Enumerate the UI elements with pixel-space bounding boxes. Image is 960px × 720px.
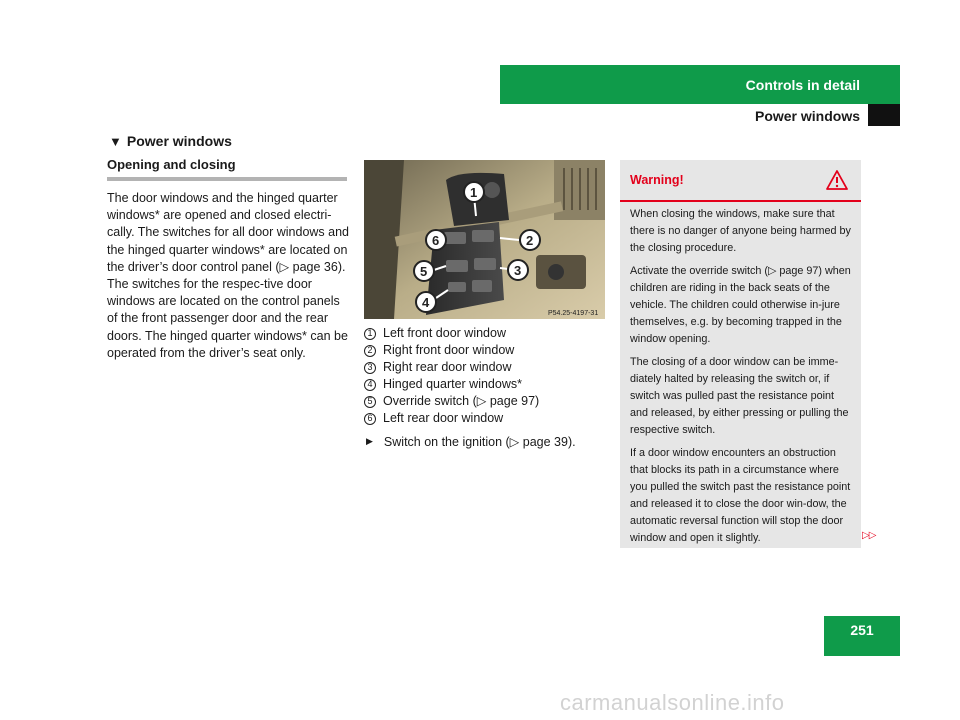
warning-box — [620, 160, 861, 548]
warning-body — [620, 202, 861, 547]
warning-header — [620, 160, 861, 202]
legend-item — [364, 393, 614, 410]
warning-triangle-icon — [826, 170, 848, 190]
svg-text:6: 6 — [432, 233, 440, 248]
topic-title: Power windows — [754, 108, 860, 124]
legend-label: Left rear door window — [383, 411, 504, 425]
legend-label: Right front door window — [383, 343, 515, 357]
figure-code: P54.25-4197-31 — [548, 310, 599, 317]
number-badge: 6 — [364, 413, 376, 425]
instruction-text: Switch on the ignition (▷ page 39). — [383, 435, 576, 449]
instruction-step — [364, 434, 576, 449]
play-arrow-icon: ▶ — [366, 436, 373, 446]
warning-paragraph: If a door window encounters an obstruction that blocks its path in a circumstance where you pulled the switch past the resistance point and released it to close the door win-dow, the automatic reversal function will stop the door window and open it slightly. — [630, 447, 851, 544]
number-badge: 3 — [364, 362, 376, 374]
legend-label: Right rear door window — [383, 360, 512, 374]
svg-text:1: 1 — [470, 185, 478, 200]
number-badge: 2 — [364, 345, 376, 357]
header-tab-marker — [868, 104, 900, 126]
callout-5 — [414, 261, 434, 281]
legend-label: Left front door window — [383, 326, 506, 340]
legend-item — [364, 376, 614, 393]
svg-text:3: 3 — [514, 263, 522, 278]
svg-text:5: 5 — [420, 264, 428, 279]
intro-paragraph: The door windows and the hinged quarter windows* are opened and closed electri-cally. The switches for all door windows and the hinged quarter windows* are located on the driver’s door control panel (▷ page 36). The switches for the respec-tive door windows are located on the control panels of the front passenger door and the rear doors. The hinged quarter windows* can be operated from the driver’s seat only. — [107, 191, 350, 360]
legend-item — [364, 342, 614, 359]
callout-3 — [508, 260, 528, 280]
page-number: 251 — [824, 616, 900, 656]
number-badge: 1 — [364, 328, 376, 340]
legend-label: Hinged quarter windows* — [383, 377, 522, 391]
warning-title: Warning! — [630, 173, 684, 187]
subheading: Opening and closing — [107, 157, 347, 181]
section-title: Controls in detail — [745, 76, 860, 93]
legend-item — [364, 359, 614, 376]
door-switch-photo — [364, 160, 605, 319]
legend-list — [364, 325, 614, 427]
number-badge: 4 — [364, 379, 376, 391]
svg-text:2: 2 — [526, 233, 534, 248]
page-heading-text: Power windows — [126, 133, 232, 149]
warning-paragraph: When closing the windows, make sure that there is no danger of anyone being harmed by the closing procedure. — [630, 208, 851, 254]
warning-paragraph: Activate the override switch (▷ page 97) when children are riding in the back seats of the vehicle. The children could otherwise in-jure themselves, e.g. by becoming trapped in the window opening. — [630, 265, 851, 345]
triangle-down-icon: ▼ — [109, 134, 122, 149]
legend-item — [364, 410, 614, 427]
callout-1 — [464, 182, 484, 202]
section-header-bar — [500, 65, 900, 104]
legend-label: Override switch (▷ page 97) — [383, 394, 540, 408]
legend-item — [364, 325, 614, 342]
svg-text:4: 4 — [422, 295, 430, 310]
callout-6 — [426, 230, 446, 250]
page-heading — [109, 133, 232, 149]
watermark: carmanualsonline.info — [560, 690, 785, 715]
continued-marker: ▷▷ — [862, 530, 876, 541]
callout-4 — [416, 292, 436, 312]
callout-2 — [520, 230, 540, 250]
number-badge: 5 — [364, 396, 376, 408]
warning-paragraph: The closing of a door window can be imme-diately halted by releasing the switch or, if switch was pulled past the resistance point and released, by either pressing or pulling the respective switch. — [630, 356, 849, 436]
